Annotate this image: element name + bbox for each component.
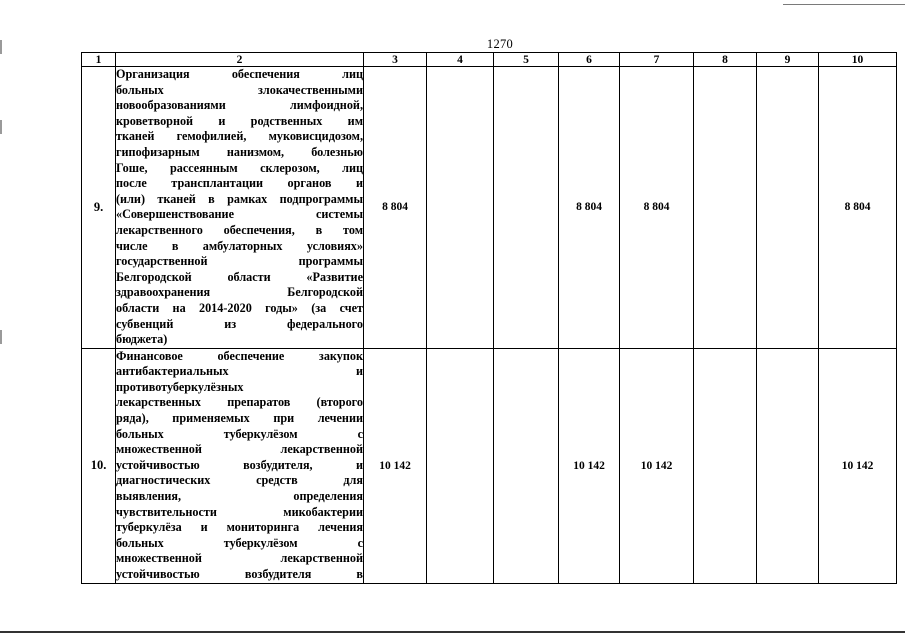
value-col-7: 8 804: [620, 67, 694, 349]
description-line: больных туберкулёзом с: [116, 535, 363, 550]
value-col-5: [494, 67, 559, 349]
row-description: [116, 67, 364, 349]
description-line: области на 2014-2020 годы» (за счет: [116, 300, 363, 315]
description-line: после трансплантации органов и: [116, 176, 363, 191]
value-col-4: [427, 348, 494, 583]
description-line: множественной лекарственной: [116, 551, 363, 566]
header-col-8: 8: [694, 53, 757, 67]
description-line: Белгородской области «Развитие: [116, 269, 363, 284]
scan-artifact-bottom-line: [0, 631, 905, 633]
table-row: [82, 67, 897, 349]
description-line: лекарственного обеспечения, в том: [116, 222, 363, 237]
value-col-5: [494, 348, 559, 583]
value-col-10: 10 142: [819, 348, 897, 583]
header-col-4: 4: [427, 53, 494, 67]
budget-table: [81, 52, 897, 584]
description-line: устойчивостью возбудителя, и: [116, 457, 363, 472]
description-line: новообразованиями лимфоидной,: [116, 98, 363, 113]
header-col-5: 5: [494, 53, 559, 67]
description-line: государственной программы: [116, 254, 363, 269]
description-line: больных злокачественными: [116, 82, 363, 97]
value-col-3: 10 142: [364, 348, 427, 583]
row-description: [116, 348, 364, 583]
row-number: 9.: [82, 67, 116, 349]
description-line: чувствительности микобактерии: [116, 504, 363, 519]
header-row: [82, 53, 897, 67]
description-line: Организация обеспечения лиц: [116, 67, 363, 81]
header-col-6: 6: [559, 53, 620, 67]
value-col-9: [757, 348, 819, 583]
description-line: больных туберкулёзом с: [116, 426, 363, 441]
description-line: здравоохранения Белгородской: [116, 285, 363, 300]
value-col-8: [694, 67, 757, 349]
description-line: тканей гемофилией, муковисцидозом,: [116, 129, 363, 144]
description-line: множественной лекарственной: [116, 442, 363, 457]
row-number: 10.: [82, 348, 116, 583]
description-line: бюджета): [116, 332, 168, 347]
header-col-3: 3: [364, 53, 427, 67]
description-line: ряда), применяемых при лечении: [116, 411, 363, 426]
table-row: [82, 348, 897, 583]
value-col-8: [694, 348, 757, 583]
description-line: антибактериальных и: [116, 364, 363, 379]
header-col-2: 2: [116, 53, 364, 67]
description-line: лекарственных препаратов (второго: [116, 395, 363, 410]
description-line: выявления, определения: [116, 489, 363, 504]
description-line: устойчивостью возбудителя в: [116, 567, 363, 581]
value-col-3: 8 804: [364, 67, 427, 349]
value-col-10: 8 804: [819, 67, 897, 349]
description-line: противотуберкулёзных: [116, 379, 244, 394]
value-col-4: [427, 67, 494, 349]
value-col-7: 10 142: [620, 348, 694, 583]
scan-edge-mark: [0, 330, 2, 344]
value-col-9: [757, 67, 819, 349]
description-line: Финансовое обеспечение закупок: [116, 348, 363, 363]
value-col-6: 8 804: [559, 67, 620, 349]
description-line: кроветворной и родственных им: [116, 113, 363, 128]
page-number-text: 1270: [486, 37, 514, 51]
table-header: [82, 53, 897, 67]
header-col-1: 1: [82, 53, 116, 67]
value-col-6: 10 142: [559, 348, 620, 583]
scan-edge-mark: [0, 120, 2, 134]
description-line: гипофизарным нанизмом, болезнью: [116, 144, 363, 159]
description-line: «Совершенствование системы: [116, 207, 363, 222]
page-number: [0, 37, 905, 52]
description-line: числе в амбулаторных условиях»: [116, 238, 363, 253]
description-line: (или) тканей в рамках подпрограммы: [116, 191, 363, 206]
description-line: субвенций из федерального: [116, 316, 363, 331]
header-col-10: 10: [819, 53, 897, 67]
scan-artifact-top-line: [783, 4, 905, 5]
description-line: Гоше, рассеянным склерозом, лиц: [116, 160, 363, 175]
description-line: диагностических средств для: [116, 473, 363, 488]
header-col-7: 7: [620, 53, 694, 67]
header-col-9: 9: [757, 53, 819, 67]
description-line: туберкулёза и мониторинга лечения: [116, 520, 363, 535]
